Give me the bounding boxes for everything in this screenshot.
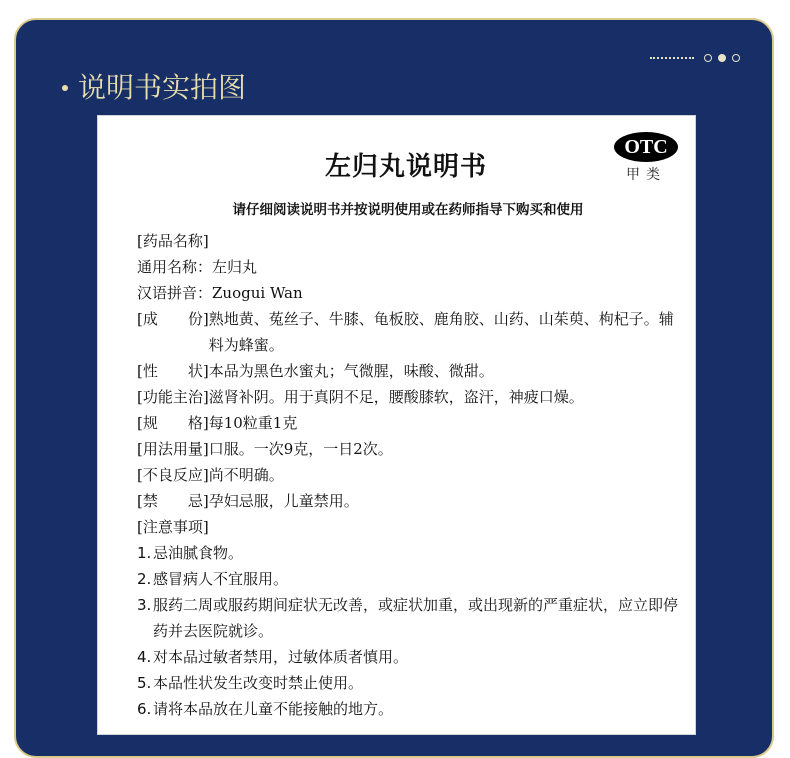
field-label: [ 规 格 ]	[137, 410, 209, 436]
slide-pager	[650, 52, 740, 64]
field-label-text: 成 份	[142, 310, 203, 328]
precaution-number: 6.	[137, 700, 152, 718]
precaution-text: 对本品过敏者禁用，过敏体质者慎用。	[153, 648, 409, 666]
field-label-text: 规 格	[142, 414, 203, 432]
precaution-text: 忌油腻食物。	[153, 544, 244, 562]
instruction-leaflet	[97, 115, 696, 735]
otc-class-label: 甲类	[626, 167, 666, 183]
field-row	[137, 384, 687, 410]
precaution-item	[137, 644, 687, 670]
field-row	[137, 436, 687, 462]
field-label: [ 功能主治 ]	[137, 384, 209, 410]
precaution-text: 感冒病人不宜服用。	[153, 570, 289, 588]
pager-dot-3[interactable]	[732, 54, 740, 62]
field-label-text: 性 状	[142, 362, 203, 380]
field-label-text: 不良反应	[142, 466, 203, 484]
field-row	[137, 462, 687, 488]
field-label: [ 性 状 ]	[137, 358, 209, 384]
pager-dotted-line	[650, 57, 694, 59]
field-label: [ 禁 忌 ]	[137, 488, 209, 514]
pager-dot-2-active[interactable]	[718, 54, 726, 62]
drug-name-header: [药品名称]	[137, 232, 209, 250]
precaution-number: 2.	[137, 570, 152, 588]
field-content: 尚不明确。	[208, 466, 284, 484]
field-label-text: 用法用量	[142, 440, 203, 458]
field-label: [ 用法用量 ]	[137, 436, 209, 462]
field-row	[137, 410, 687, 436]
field-content: 熟地黄、菟丝子、牛膝、龟板胶、鹿角胶、山药、山茱萸、枸杞子。辅料为蜂蜜。	[208, 310, 674, 354]
precaution-text: 服药二周或服药期间症状无改善，或症状加重，或出现新的严重症状，应立即停药并去医院就诊。	[153, 596, 679, 640]
field-label-text: 功能主治	[142, 388, 203, 406]
generic-name: 通用名称：左归丸	[137, 258, 258, 276]
field-content: 口服。一次9克，一日2次。	[208, 440, 393, 458]
otc-badge: OTC	[614, 132, 678, 162]
precautions-header: [注意事项]	[137, 518, 209, 536]
field-row	[137, 488, 687, 514]
field-content: 孕妇忌服，儿童禁用。	[208, 492, 359, 510]
precaution-item	[137, 566, 687, 592]
leaflet-body	[137, 228, 687, 722]
precaution-number: 3.	[137, 596, 152, 614]
field-list	[137, 306, 687, 514]
field-label-text: 禁 忌	[142, 492, 203, 510]
precaution-item	[137, 540, 687, 566]
field-content: 本品为黑色水蜜丸；气微腥，味酸、微甜。	[208, 362, 494, 380]
bullet-dot-icon	[62, 85, 68, 91]
precaution-item	[137, 696, 687, 722]
precautions-list	[137, 540, 687, 722]
field-content: 每10粒重1克	[208, 414, 298, 432]
leaflet-subtitle: 请仔细阅读说明书并按说明使用或在药师指导下购买和使用	[232, 202, 584, 218]
field-row	[137, 358, 687, 384]
pinyin-name: 汉语拼音：Zuogui Wan	[137, 284, 303, 302]
precaution-number: 1.	[137, 544, 152, 562]
field-row	[137, 306, 687, 358]
leaflet-title: 左归丸说明书	[324, 152, 487, 182]
precaution-item	[137, 592, 687, 644]
section-title-text: 说明书实拍图	[78, 71, 247, 104]
precaution-item	[137, 670, 687, 696]
precaution-number: 4.	[137, 648, 152, 666]
field-label: [ 成 份 ]	[137, 306, 209, 358]
precaution-number: 5.	[137, 674, 152, 692]
field-label: [ 不良反应 ]	[137, 462, 209, 488]
precaution-text: 请将本品放在儿童不能接触的地方。	[153, 700, 394, 718]
precaution-text: 本品性状发生改变时禁止使用。	[153, 674, 364, 692]
pager-dot-1[interactable]	[704, 54, 712, 62]
field-content: 滋肾补阴。用于真阴不足，腰酸膝软，盗汗，神疲口燥。	[208, 388, 584, 406]
section-title	[62, 68, 246, 108]
